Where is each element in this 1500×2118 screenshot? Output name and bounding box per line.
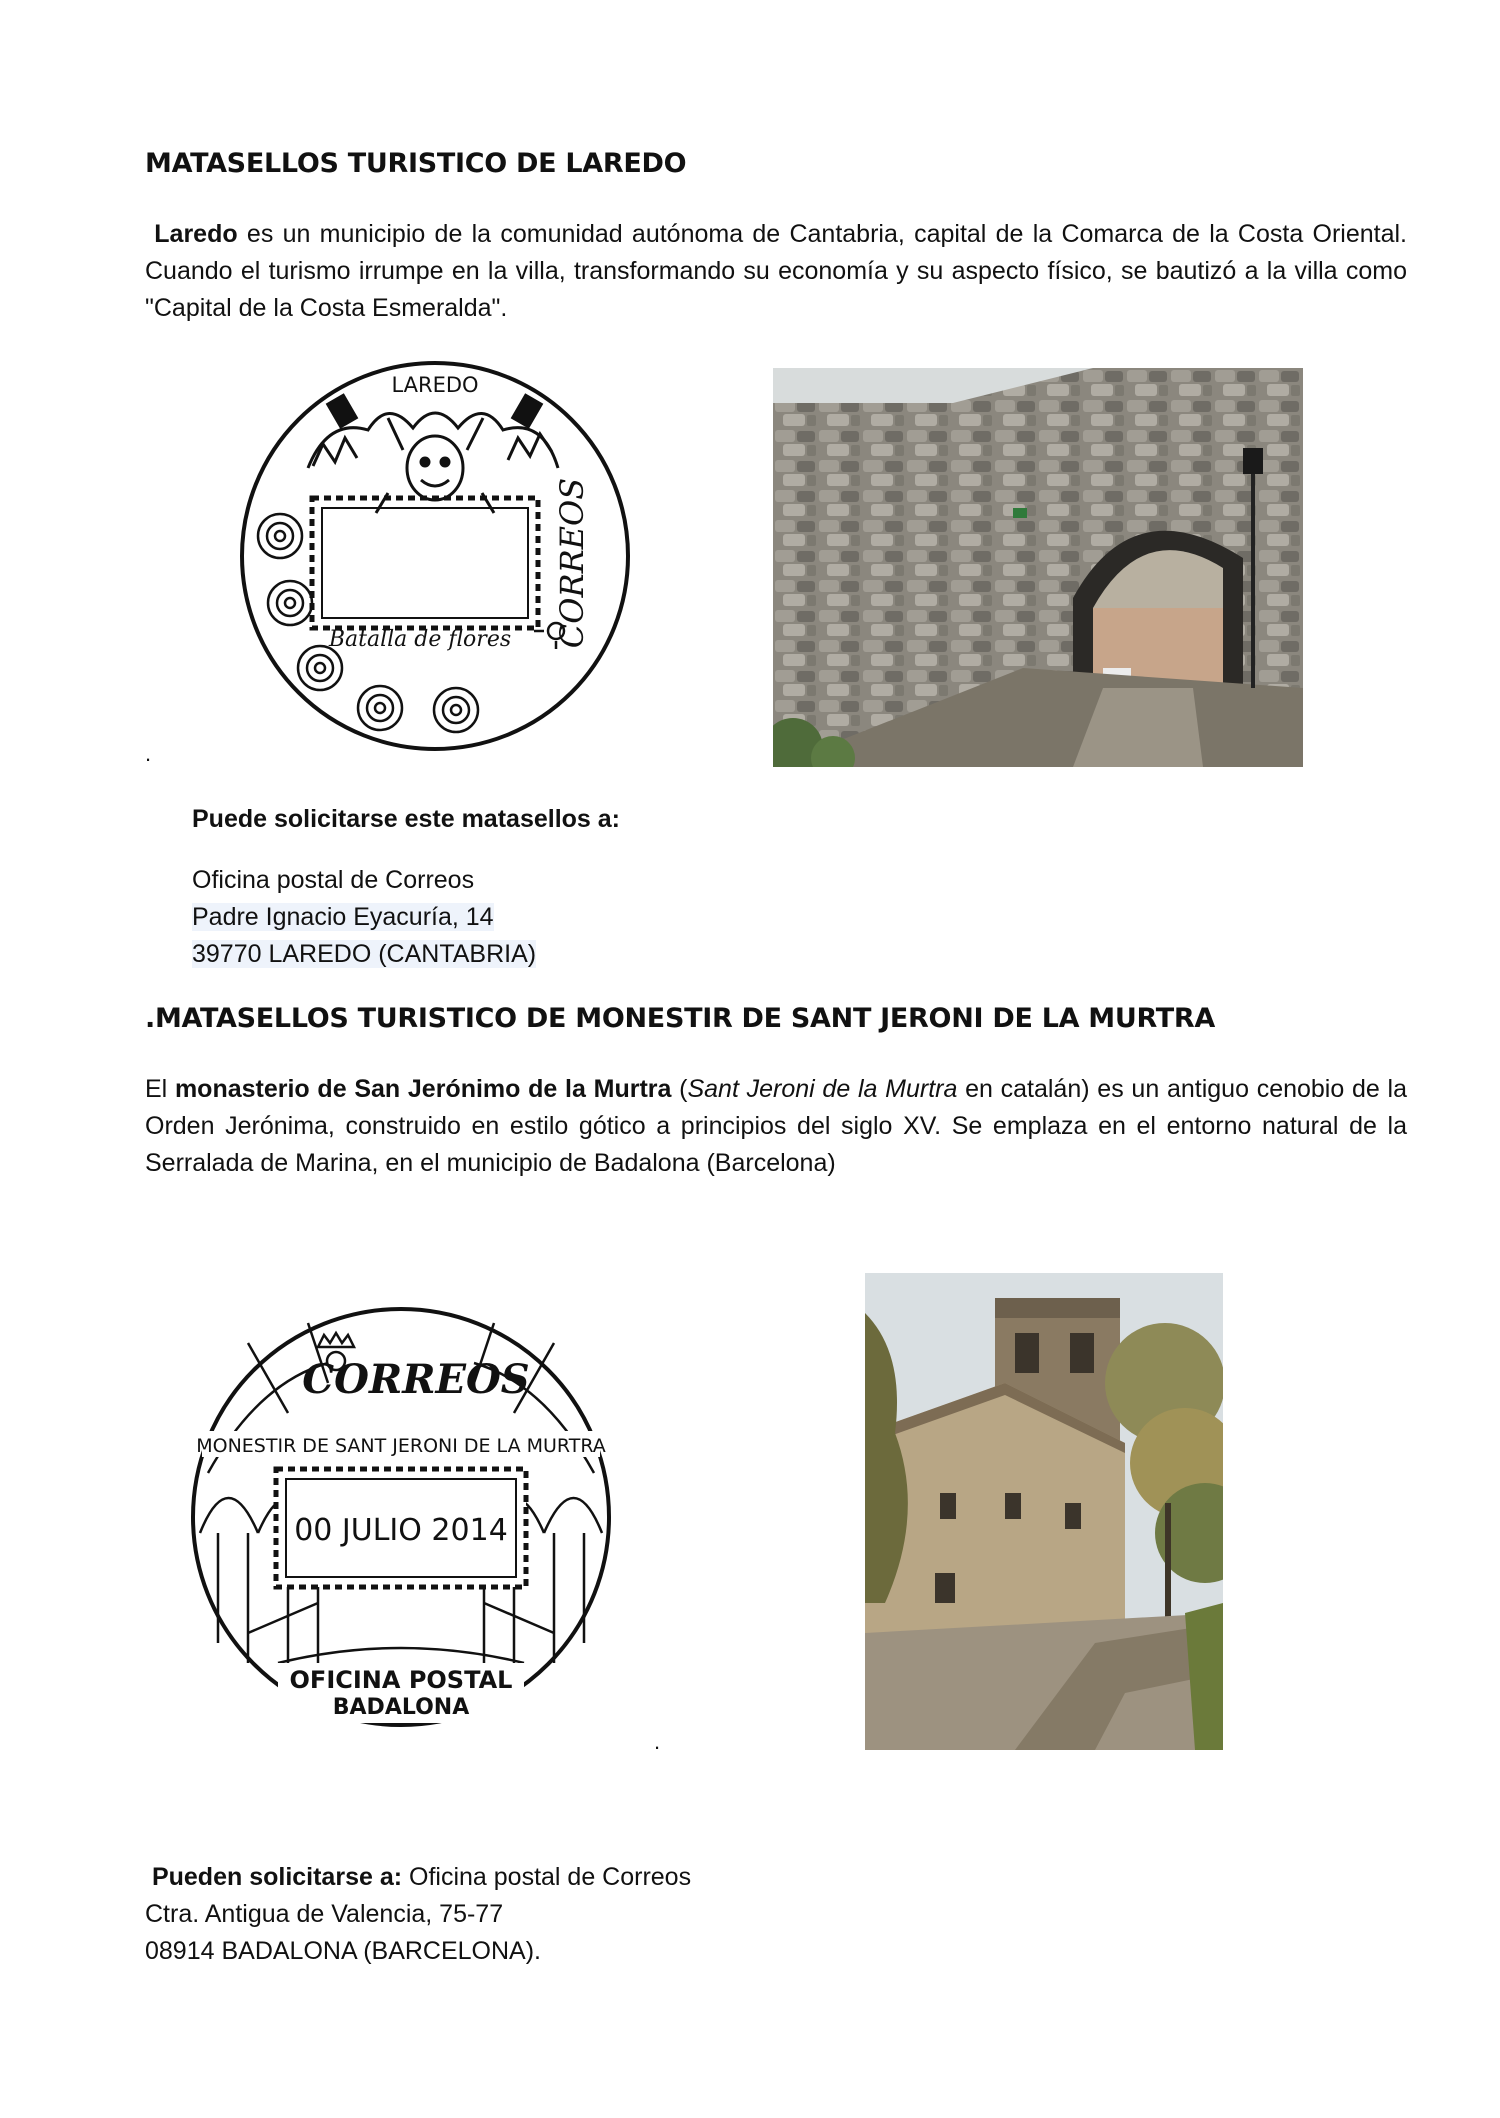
laredo-arch-photo bbox=[773, 368, 1303, 767]
murtra-stamp-date: 00 JULIO 2014 bbox=[294, 1513, 508, 1548]
section1-dot: . bbox=[145, 741, 152, 766]
murtra-request bbox=[145, 1859, 691, 1896]
murtra-stamp-office-1: OFICINA POSTAL bbox=[289, 1666, 513, 1694]
laredo-address-line-1: Oficina postal de Correos bbox=[192, 866, 475, 894]
laredo-stamp-top-text: LAREDO bbox=[391, 373, 479, 397]
murtra-monastery-photo bbox=[865, 1273, 1223, 1750]
section2-dot: . bbox=[654, 1729, 661, 1754]
murtra-address-line-1: Ctra. Antigua de Valencia, 75-77 bbox=[145, 1900, 504, 1928]
flower-icon bbox=[258, 514, 478, 732]
laredo-heading: MATASELLOS TURISTICO DE LAREDO bbox=[145, 148, 687, 179]
murtra-name: monasterio de San Jerónimo de la Murtra bbox=[174, 1075, 672, 1103]
laredo-address-line-2: Padre Ignacio Eyacuría, 14 bbox=[192, 903, 494, 931]
laredo-postmark bbox=[238, 358, 632, 759]
laredo-address-line-3: 39770 LAREDO (CANTABRIA) bbox=[192, 940, 537, 968]
laredo-intro bbox=[145, 216, 1407, 327]
laredo-stamp-brand: CORREOS bbox=[553, 477, 591, 649]
murtra-stamp-arc-text: MONESTIR DE SANT JERONI DE LA MURTRA bbox=[196, 1435, 606, 1457]
murtra-address-line-2: 08914 BADALONA (BARCELONA). bbox=[145, 1937, 541, 1965]
murtra-heading: .MATASELLOS TURISTICO DE MONESTIR DE SANT JERONI DE LA MURTRA bbox=[145, 1003, 1215, 1034]
laredo-name: Laredo bbox=[154, 220, 238, 248]
murtra-request-office: Oficina postal de Correos bbox=[402, 1863, 692, 1891]
murtra-request-label: Pueden solicitarse a: bbox=[151, 1863, 403, 1891]
murtra-paragraph: El monasterio de San Jerónimo de la Murtra (Sant Jeroni de la Murtra en catalán) es un antiguo cenobio de la Orden Jerónima, construido en estilo gótico a principios del siglo XV. Se emplaza en el entorno natural de la Serralada de Marina, en el municipio de Badalona (Barcelona) bbox=[145, 1075, 1407, 1177]
murtra-stamp-brand: CORREOS bbox=[302, 1356, 530, 1403]
laredo-stamp-bottom-text: Batalla de flores bbox=[328, 627, 512, 652]
murtra-catalan-name: Sant Jeroni de la Murtra bbox=[687, 1075, 958, 1103]
jester-icon bbox=[308, 395, 558, 513]
laredo-intro-text: es un municipio de la comunidad autónoma de Cantabria, capital de la Comarca de la Costa Oriental. Cuando el turismo irrumpe en la villa, transformando su economía y su aspecto físico, se bautizó a la villa como "Capital de la Costa Esmeralda". bbox=[145, 220, 1407, 322]
murtra-postmark bbox=[188, 1303, 614, 1736]
laredo-request-label: Puede solicitarse este matasellos a: bbox=[192, 805, 620, 833]
murtra-stamp-office-2: BADALONA bbox=[332, 1695, 470, 1720]
